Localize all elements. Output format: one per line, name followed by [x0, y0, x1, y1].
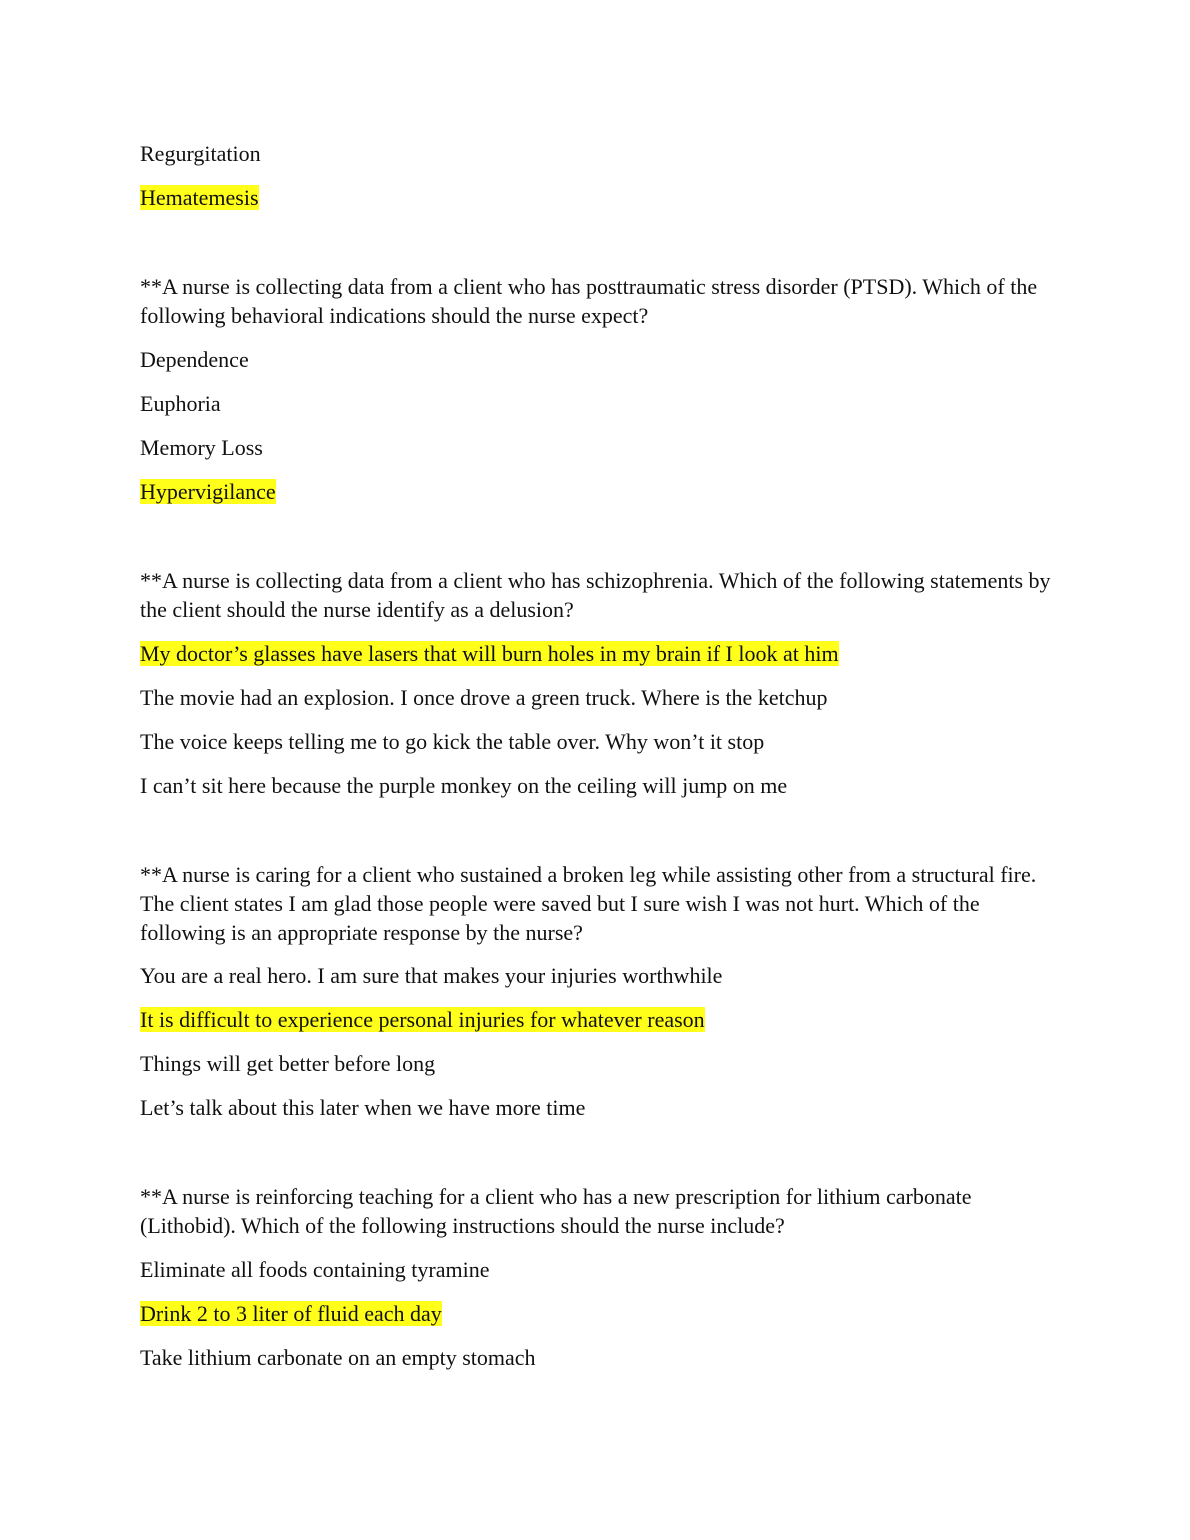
question-stem: **A nurse is caring for a client who sustained a broken leg while assisting other from a structural fire. The client states I am glad those people were saved but I sure wish I was not hurt. Which of the following is an appropriate response by the nurse? — [140, 862, 1037, 945]
option-text: Memory Loss — [140, 435, 263, 460]
option-text: I can’t sit here because the purple monkey on the ceiling will jump on me — [140, 773, 788, 798]
option-text: Euphoria — [140, 391, 221, 416]
option-text: The movie had an explosion. I once drove a green truck. Where is the ketchup — [140, 685, 828, 710]
answer-option — [140, 139, 261, 168]
answer-option — [140, 1049, 435, 1078]
answer-option-correct — [140, 1005, 705, 1034]
highlighted-answer: Hematemesis — [140, 185, 259, 210]
highlighted-answer: It is difficult to experience personal injuries for whatever reason — [140, 1007, 705, 1032]
answer-option-correct — [140, 1299, 442, 1328]
highlighted-answer: Hypervigilance — [140, 479, 276, 504]
answer-option — [140, 727, 764, 756]
answer-option — [140, 961, 722, 990]
answer-option — [140, 433, 263, 462]
answer-option-correct — [140, 639, 839, 668]
option-text: Eliminate all foods containing tyramine — [140, 1257, 490, 1282]
option-text: Let’s talk about this later when we have more time — [140, 1095, 586, 1120]
option-text: Take lithium carbonate on an empty stomach — [140, 1345, 536, 1370]
option-text: The voice keeps telling me to go kick the table over. Why won’t it stop — [140, 729, 765, 754]
answer-option — [140, 771, 787, 800]
answer-option — [140, 1343, 536, 1372]
option-text: Regurgitation — [140, 141, 261, 166]
option-text: Dependence — [140, 347, 249, 372]
answer-option — [140, 1093, 585, 1122]
answer-option — [140, 389, 221, 418]
option-text: Things will get better before long — [140, 1051, 436, 1076]
answer-option-correct — [140, 183, 259, 212]
highlighted-answer: Drink 2 to 3 liter of fluid each day — [140, 1301, 442, 1326]
answer-option — [140, 683, 827, 712]
answer-option — [140, 345, 249, 374]
question-stem: **A nurse is reinforcing teaching for a client who has a new prescription for lithium carbonate (Lithobid). Which of the following instructions should the nurse include? — [140, 1184, 972, 1238]
answer-option — [140, 1255, 489, 1284]
answer-option-correct — [140, 477, 276, 506]
highlighted-answer: My doctor’s glasses have lasers that will burn holes in my brain if I look at him — [140, 641, 839, 666]
question-stem: **A nurse is collecting data from a client who has schizophrenia. Which of the following statements by the client should the nurse identify as a delusion? — [140, 568, 1051, 622]
question-stem: **A nurse is collecting data from a client who has posttraumatic stress disorder (PTSD). Which of the following behavioral indications should the nurse expect? — [140, 274, 1038, 328]
option-text: You are a real hero. I am sure that makes your injuries worthwhile — [140, 963, 723, 988]
